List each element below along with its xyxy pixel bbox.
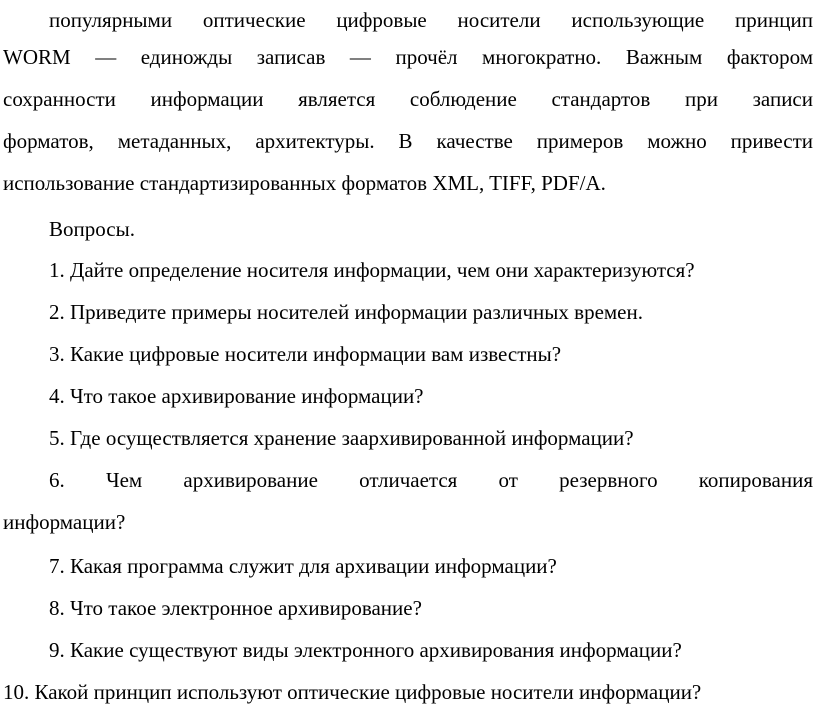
- paragraph-line: использование стандартизированных форматов XML, TIFF, PDF/A.: [3, 171, 606, 195]
- paragraph-line: форматов, метаданных, архитектуры. В качестве примеров можно привести: [3, 129, 813, 153]
- question-item: 1. Дайте определение носителя информации, чем они характеризуются?: [49, 258, 695, 282]
- question-item: 2. Приведите примеры носителей информации различных времен.: [49, 300, 643, 324]
- question-item: 6. Чем архивирование отличается от резервного копирования: [49, 468, 813, 492]
- paragraph-line: популярными оптические цифровые носители использующие принцип: [49, 8, 813, 32]
- question-item: 7. Какая программа служит для архивации информации?: [49, 554, 557, 578]
- question-item: 8. Что такое электронное архивирование?: [49, 596, 422, 620]
- paragraph-line: сохранности информации является соблюдение стандартов при записи: [3, 87, 813, 111]
- question-item: 4. Что такое архивирование информации?: [49, 384, 424, 408]
- question-item: 9. Какие существуют виды электронного архивирования информации?: [49, 638, 682, 662]
- document-page: [3, 0, 813, 721]
- question-item: 5. Где осуществляется хранение заархивированной информации?: [49, 426, 634, 450]
- question-item-continuation: информации?: [3, 510, 126, 534]
- questions-heading: Вопросы.: [49, 217, 135, 241]
- question-item: 10. Какой принцип используют оптические цифровые носители информации?: [3, 680, 702, 704]
- paragraph-line: WORM — единожды записав — прочёл многократно. Важным фактором: [3, 45, 813, 69]
- question-item: 3. Какие цифровые носители информации вам известны?: [49, 342, 562, 366]
